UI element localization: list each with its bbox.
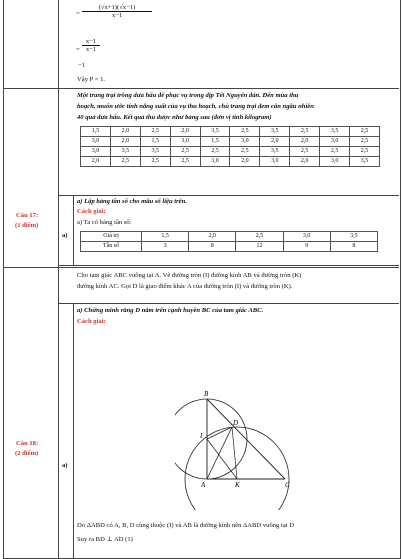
top-fraction-2-den: x−1 [82,45,100,53]
segment-kd [232,427,237,479]
table-cell: 8 [189,242,236,252]
row-divider-q17-a [58,195,399,196]
table-cell: 3,5 [330,232,377,242]
q18-subcolumn-divider [73,303,74,558]
q18-a-line-2: Suy ra BD ⊥ AD (1) [77,536,133,543]
table-cell: 2,0 [189,232,236,242]
table-cell: 2,5 [350,127,380,137]
table-cell: 2,5 [230,147,260,157]
table-cell: 2,5 [350,147,380,157]
table-cell: Tần số [81,242,142,252]
table-cell: 3,5 [320,127,350,137]
top-line-3: −1 [78,62,86,69]
q18-geometry-figure [175,332,295,510]
q18-a-line-1: Do ΔABD có A, B, D cùng thuộc (I) và AB là đường kính nên ΔABD vuông tại D [77,522,294,529]
table-cell: 1,5 [140,137,170,147]
segment-id [207,427,232,439]
q17-data-table [80,126,380,167]
table-cell: 3,0 [260,157,290,167]
table-cell: 3,5 [200,127,230,137]
top-fraction-2-num: x−1 [85,38,97,45]
top-fraction-2 [82,38,100,53]
table-cell: 2,0 [170,127,200,137]
segment-bc [207,399,285,479]
table-cell: 2,0 [110,127,140,137]
table-cell: 2,0 [290,157,320,167]
table-cell: 1,5 [142,232,189,242]
table-cell: 2,5 [110,157,140,167]
q17-subcolumn-divider [73,195,74,265]
top-eq-sign-1: = [76,10,80,17]
table-cell: 2,5 [290,127,320,137]
row-divider-q18-a [58,303,399,304]
table-cell: 2,5 [230,127,260,137]
table-cell: 2,5 [320,147,350,157]
top-fraction-1-num: (√x+1)(√x−1) [98,4,136,11]
label-i: I [200,432,203,440]
table-cell: 3,0 [81,147,111,157]
q17-a-line: a) Ta có bảng tần số: [77,219,132,226]
table-cell: 8 [330,242,377,252]
top-fraction-1 [82,4,152,19]
table-row [81,157,380,167]
table-row [81,127,380,137]
table-cell: 2,0 [110,137,140,147]
row-divider-q17-top [3,88,399,89]
label-k: K [235,481,240,489]
segment-ad [207,427,232,479]
q18-intro-1: Cho tam giác ABC vuông tại A. Vẽ đường tròn (I) đường kính AB và đường tròn (K) [77,272,302,279]
table-cell: 3,0 [320,157,350,167]
q18-a-label: a) [62,462,68,469]
table-cell: 3,5 [260,127,290,137]
row-divider-q17-b [58,265,399,266]
top-eq-sign-2: = [76,46,80,53]
q17-intro-3: 40 quả dưa hấu. Kết quả thu được như bảng sau (đơn vị tính kilogram) [77,114,272,121]
q17-a-method: Cách giải: [77,208,106,215]
table-cell: 1,5 [200,137,230,147]
table-row [81,137,380,147]
top-fraction-1-den: x−1 [82,11,152,19]
row-divider-q18-top [3,267,399,268]
q17-label: Câu 17: [16,212,39,219]
table-cell: 3,5 [350,157,380,167]
table-row [81,232,378,242]
table-cell: 3,0 [200,157,230,167]
q17-points: (1 điểm) [15,222,39,229]
table-cell: 3,0 [320,137,350,147]
q18-intro-2: đường kính AC. Gọi D là giao điểm khác A của đường tròn (I) và đường tròn (K). [77,283,293,290]
label-column-divider [58,0,59,558]
table-cell: 2,5 [140,127,170,137]
table-cell: 2,0 [260,137,290,147]
table-cell: 3,0 [283,232,330,242]
top-conclusion: Vậy P = 1. [77,76,106,83]
table-cell: 9 [283,242,330,252]
table-cell: 2,5 [170,147,200,157]
q18-label: Câu 18: [16,440,39,447]
circle-i [175,399,247,479]
table-cell: 2,0 [81,157,111,167]
table-cell: 2,5 [236,232,283,242]
table-cell: 12 [236,242,283,252]
table-cell: 2,5 [140,157,170,167]
segment-ik [207,439,237,479]
label-d: D [233,419,239,427]
table-row [81,242,378,252]
table-cell: 3,5 [110,147,140,157]
table-cell: 2,5 [200,147,230,157]
table-cell: 3,0 [170,137,200,147]
label-a: A [201,481,206,489]
table-cell: Giá trị [81,232,142,242]
table-cell: 2,5 [170,157,200,167]
table-cell: 3 [142,242,189,252]
q18-a-method: Cách giải: [77,318,106,325]
table-cell: 3,0 [230,137,260,147]
q18-a-question: a) Chứng minh rằng D nằm trên cạnh huyền BC của tam giác ABC. [77,307,264,314]
label-c: C [285,481,290,489]
table-row [81,147,380,157]
q17-a-question: a) Lập bảng tần số cho mẫu số liệu trên. [77,198,187,205]
table-cell: 1,5 [81,127,111,137]
table-cell: 2,5 [290,147,320,157]
q17-intro-2: hoạch, muốn ước tính năng suất của vụ thu hoạch, chủ trang trại đem cân ngẫu nhiên [77,103,314,110]
table-cell: 2,0 [290,137,320,147]
q17-intro-1: Một trang trại trồng dưa hấu để phục vụ trong dịp Tết Nguyên đán. Đến mùa thu [77,92,299,99]
q17-a-label: a) [62,232,68,239]
table-cell: 3,0 [81,137,111,147]
q18-points: (2 điểm) [15,450,39,457]
table-cell: 2,0 [230,157,260,167]
table-cell: 3,5 [140,147,170,157]
q17-frequency-table [80,231,378,252]
label-b: B [204,390,209,398]
table-cell: 2,5 [350,137,380,147]
table-cell: 3,5 [260,147,290,157]
